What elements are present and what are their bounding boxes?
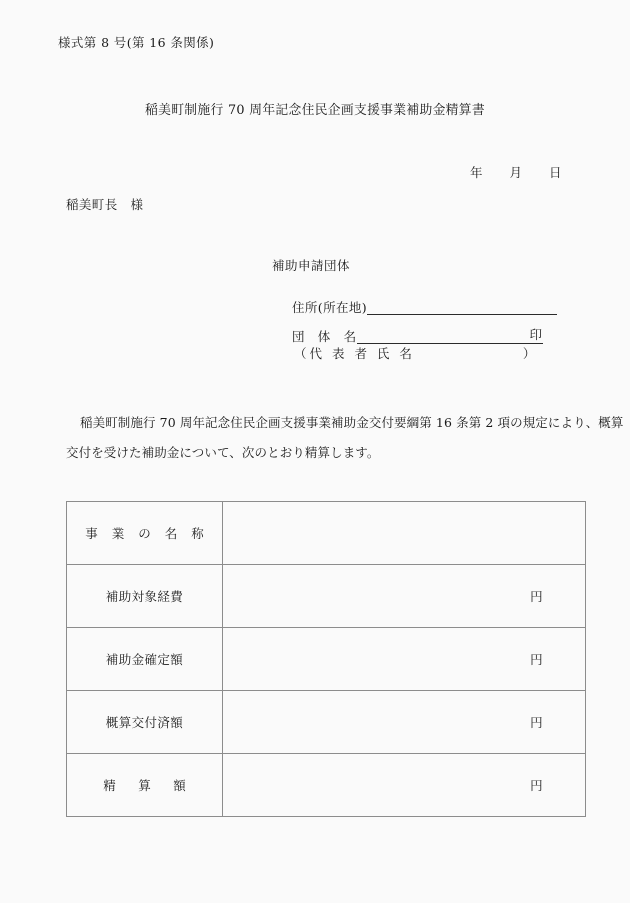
row-label-eligible-expenses: 補助対象経費	[67, 565, 223, 628]
table-row	[67, 628, 586, 691]
row-value-eligible-expenses[interactable]	[223, 565, 586, 628]
settlement-table-body	[67, 502, 586, 817]
row-value-settlement-amount[interactable]	[223, 754, 586, 817]
row-label-confirmed-subsidy: 補助金確定額	[67, 628, 223, 691]
organization-field-row	[272, 315, 557, 344]
address-label: 住所(所在地)	[292, 299, 368, 315]
row-label-project-name: 事 業 の 名 称	[67, 502, 223, 565]
organization-input[interactable]	[357, 328, 522, 344]
date-year-label: 年	[470, 165, 483, 180]
table-row	[67, 754, 586, 817]
representative-close-paren: ）	[522, 346, 536, 361]
row-label-settlement-amount: 精 算 額	[67, 754, 223, 817]
row-label-advance-paid: 概算交付済額	[67, 691, 223, 754]
organization-label: 団 体 名	[292, 328, 357, 344]
row-unit-settlement-amount: 円	[530, 778, 543, 793]
body-paragraph	[66, 408, 624, 468]
address-field-row	[272, 286, 557, 315]
row-value-confirmed-subsidy[interactable]	[223, 628, 586, 691]
row-value-project-name[interactable]	[223, 502, 586, 565]
row-value-advance-paid[interactable]	[223, 691, 586, 754]
table-row	[67, 691, 586, 754]
settlement-table	[66, 501, 586, 817]
applicant-block	[272, 256, 557, 373]
row-unit-confirmed-subsidy: 円	[530, 652, 543, 667]
body-line-2: 交付を受けた補助金について、次のとおり精算します。	[66, 445, 380, 460]
form-number: 様式第 8 号(第 16 条関係)	[58, 35, 215, 50]
table-row	[67, 502, 586, 565]
applicant-heading: 補助申請団体	[272, 258, 351, 273]
body-line-1: 稲美町制施行 70 周年記念住民企画支援事業補助金交付要綱第 16 条第 2 項の規定により、概算	[80, 415, 624, 430]
row-unit-eligible-expenses: 円	[530, 589, 543, 604]
row-unit-advance-paid: 円	[530, 715, 543, 730]
date-day-label: 日	[549, 165, 562, 180]
representative-label: （代 表 者 氏 名	[294, 346, 415, 361]
page-title: 稲美町制施行 70 周年記念住民企画支援事業補助金精算書	[145, 103, 485, 118]
address-input[interactable]	[367, 299, 557, 315]
date-month-label: 月	[509, 165, 523, 180]
seal-mark: 印	[522, 328, 544, 344]
representative-field-row	[272, 344, 557, 373]
date-line	[470, 163, 562, 181]
addressee: 稲美町長 様	[66, 197, 144, 212]
table-row	[67, 565, 586, 628]
